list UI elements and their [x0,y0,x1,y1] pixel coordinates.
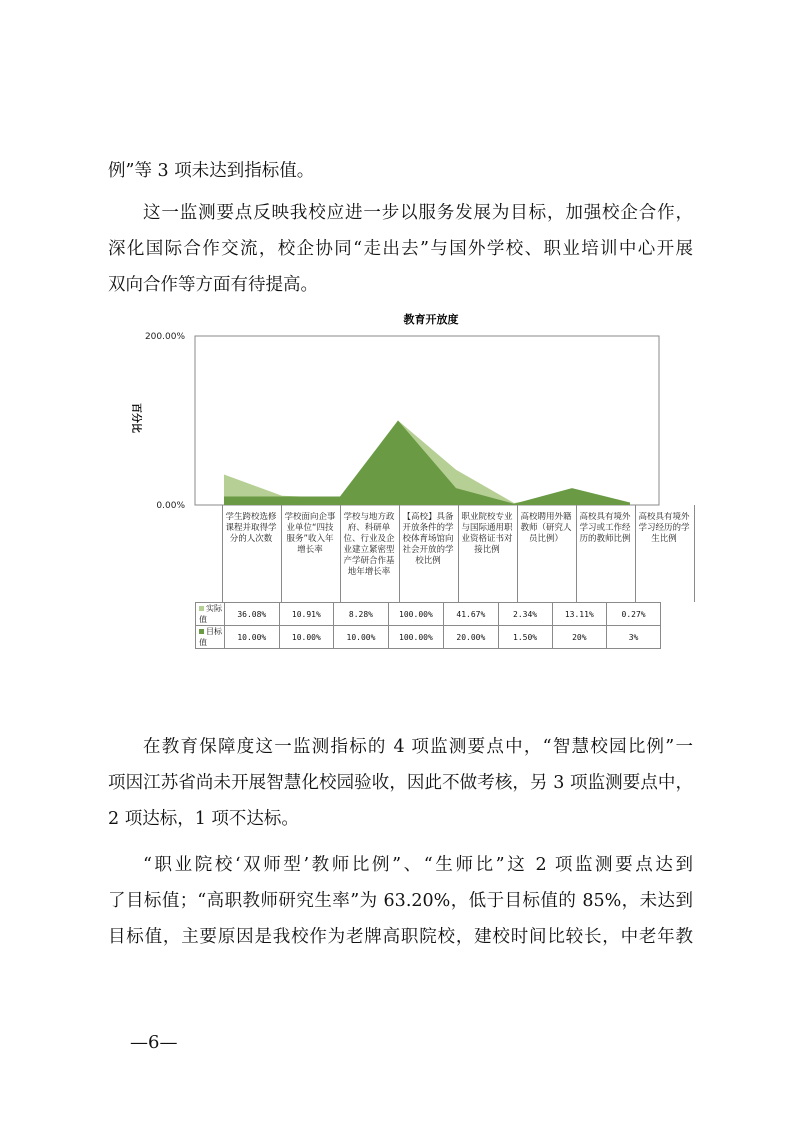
table-cell: 8.28% [334,603,389,626]
category-divider [576,505,577,602]
table-cell: 20.00% [444,626,499,649]
table-cell: 100.00% [388,626,443,649]
p3-line3: 2 项达标，1 项不达标。 [108,809,299,829]
table-cell: 36.08% [224,603,279,626]
legend-actual [196,603,225,626]
table-cell: 1.50% [498,626,552,649]
category-label: 学校面向企事业单位“四技服务”收入年增长率 [284,512,336,555]
category-label: 【高校】具备开放条件的学校体育场馆向社会开放的学校比例 [402,512,454,566]
category-divider [517,505,518,602]
table-cell: 13.11% [552,603,607,626]
legend-swatch-actual [199,606,204,611]
paragraph-4 [108,847,693,955]
chart-title: 教育开放度 [403,313,459,326]
page-number: —6— [130,1032,178,1053]
paragraph-2 [108,195,693,303]
table-cell: 41.67% [444,603,499,626]
table-cell: 10.91% [279,603,334,626]
p4-line2: 了目标值；“高职教师研究生率”为 63.20%，低于目标值的 85%，未达到 [108,891,693,911]
legend-label-actual: 实际值 [199,604,222,624]
legend-target [196,626,225,649]
p4-line1: “职业院校‘双师型’教师比例”、“生师比”这 2 项监测要点达到 [143,855,693,875]
table-cell: 10.00% [224,626,279,649]
category-label: 学校与地方政府、科研单位、行业及企业建立紧密型产学研合作基地年增长率 [343,512,395,577]
category-divider [694,505,695,602]
category-label: 学生跨校选修课程并取得学分的人次数 [225,512,277,544]
category-label: 高校具有境外学习经历的学生比例 [638,512,690,544]
p1-line1: 例”等 3 项未达到指标值。 [108,161,315,181]
p2-line1: 这一监测要点反映我校应进一步以服务发展为目标，加强校企合作， [143,203,693,223]
p2-line2: 深化国际合作交流，校企协同“走出去”与国外学校、职业培训中心开展 [108,239,693,259]
category-divider [222,505,223,602]
y-axis-label: 百分比 [130,403,141,433]
series-area-target [224,421,630,506]
table-row-actual [196,603,661,626]
y-tick-bottom: 0.00% [156,501,185,511]
category-label: 高校聘用外籍教师（研究人员比例） [520,512,572,544]
table-cell: 0.27% [607,603,661,626]
table-cell: 3% [607,626,661,649]
y-tick-top: 200.00% [144,332,185,342]
table-cell: 20% [552,626,607,649]
education-openness-chart [121,306,690,647]
paragraph-3 [108,729,693,837]
legend-label-target: 目标值 [199,627,222,647]
category-divider [340,505,341,602]
table-cell: 10.00% [279,626,334,649]
table-cell: 2.34% [498,603,552,626]
category-divider [635,505,636,602]
category-label: 职业院校专业与国际通用职业资格证书对接比例 [461,512,513,555]
plot-layer [224,420,630,505]
legend-swatch-target [199,629,204,634]
p3-line1: 在教育保障度这一监测指标的 4 项监测要点中，“智慧校园比例”一 [143,737,693,757]
category-label: 高校具有境外学习或工作经历的教师比例 [579,512,631,544]
p2-line3: 双向合作等方面有待提高。 [108,275,318,295]
category-divider [281,505,282,602]
table-cell: 100.00% [388,603,443,626]
category-divider [458,505,459,602]
p3-line2: 项因江苏省尚未开展智慧化校园验收，因此不做考核，另 3 项监测要点中， [108,773,693,793]
table-cell: 10.00% [334,626,389,649]
table-row-target [196,626,661,649]
p4-line3: 目标值，主要原因是我校作为老牌高职院校，建校时间比较长，中老年教 [108,927,693,947]
data-table [195,602,661,649]
paragraph-1 [108,153,693,189]
category-divider [399,505,400,602]
